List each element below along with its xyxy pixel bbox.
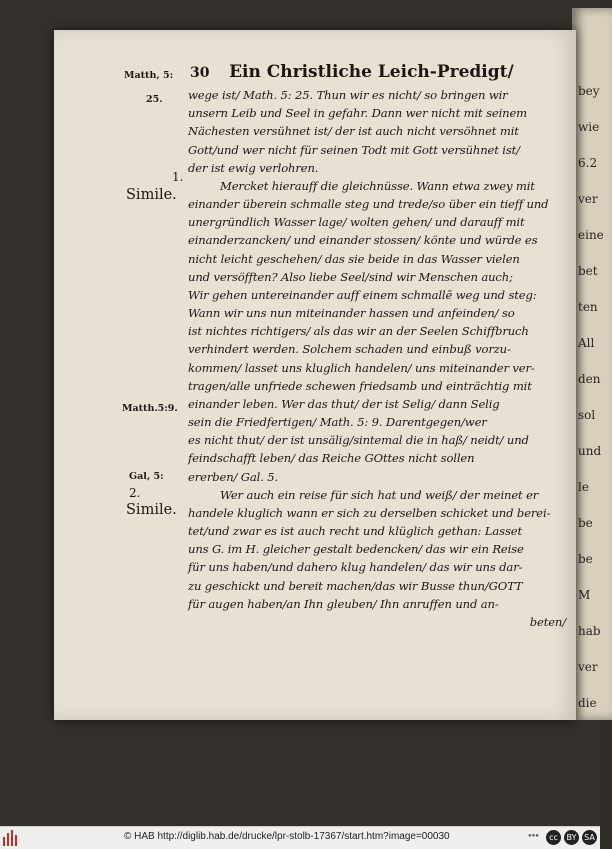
source-link[interactable]: © HAB http://diglib.hab.de/drucke/lpr-stolb-17367/start.htm?image=00030: [124, 831, 450, 842]
facing-page-edge: [572, 8, 612, 720]
text-line: feindschafft leben/ das Reiche GOttes nicht sollen: [188, 451, 475, 466]
facing-page-fragment: M: [578, 588, 591, 602]
text-line: Wann wir uns nun miteinander hassen und anfeinden/ so: [188, 306, 515, 321]
text-line: Mercket hierauff die gleichnüsse. Wann etwa zwey mit: [220, 178, 535, 193]
facing-page-fragment: eine: [578, 228, 604, 242]
text-line: beten/: [529, 614, 566, 629]
body-text: [188, 86, 566, 631]
text-line: kommen/ lasset uns kluglich handelen/ uns miteinander ver-: [188, 360, 535, 375]
text-line: unergründlich Wasser lage/ wolten gehen/ und darauff mit: [188, 215, 525, 230]
facing-page-fragment: und: [578, 444, 602, 458]
facing-page-fragment: All: [578, 336, 595, 350]
text-line: Wir gehen untereinander auff einem schmallē weg und steg:: [188, 287, 537, 302]
cc-license-icon[interactable]: cc: [546, 830, 561, 845]
margin-note: Simile.: [126, 187, 177, 203]
running-head: [190, 62, 514, 82]
text-line: nicht leicht geschehen/ das sie beide in das Wasser vielen: [188, 251, 520, 266]
text-line: handele kluglich wann er sich zu derselben schicket und berei-: [188, 505, 551, 520]
facing-page-fragment: bey: [578, 84, 600, 98]
text-line: der ist ewig verlohren.: [188, 160, 319, 175]
text-line: wege ist/ Math. 5: 25. Thun wir es nicht/ so bringen wir: [188, 88, 508, 102]
pager-dots[interactable]: ●●●: [528, 833, 539, 839]
facing-page-fragment: sol: [578, 408, 596, 422]
viewer-footer: [0, 826, 600, 849]
margin-note: 1.: [172, 170, 184, 184]
text-line: einander überein schmalle steg und trede/so über ein tieff und: [188, 197, 549, 212]
facing-page-fragment: wie: [578, 120, 600, 134]
facing-page-fragment: ver: [578, 192, 598, 206]
facing-page-fragment: hab: [578, 624, 601, 638]
margin-note: 2.: [129, 486, 141, 500]
facing-page-fragment: den: [578, 372, 601, 386]
margin-note: Simile.: [126, 502, 177, 518]
by-license-icon[interactable]: BY: [564, 830, 579, 845]
text-line: einanderzancken/ und einander stossen/ könte und würde es: [188, 233, 538, 248]
page-number: 30: [190, 65, 210, 81]
facing-page-fragment: le: [578, 480, 589, 494]
text-line: zu geschickt und bereit machen/das wir Busse thun/GOTT: [188, 578, 523, 593]
margin-note: Gal, 5:: [129, 471, 164, 482]
facing-page-fragment: ten: [578, 300, 598, 314]
text-line: tragen/alle unfriede schewen friedsamb und einträchtig mit: [188, 378, 532, 393]
margin-note: Matth.5:9.: [122, 403, 178, 414]
facing-page-fragment: die: [578, 696, 597, 710]
text-line: tet/und zwar es ist auch recht und klüglich gethan: Lasset: [188, 524, 522, 539]
margin-note: Matth, 5:: [124, 70, 174, 81]
facing-page-fragment: bet: [578, 264, 598, 278]
sa-license-icon[interactable]: SA: [582, 830, 597, 845]
text-line: für uns haben/und dahero klug handelen/ das wir uns dar-: [188, 560, 523, 575]
text-line: Wer auch ein reise für sich hat und weiß/ der meinet er: [220, 487, 539, 502]
text-line: ererben/ Gal. 5.: [188, 469, 279, 484]
facing-page-fragment: be: [578, 516, 593, 530]
text-line: uns G. im H. gleicher gestalt bedencken/ das wir ein Reise: [188, 542, 524, 557]
text-line: sein die Friedfertigen/ Math. 5: 9. Darentgegen/wer: [188, 415, 487, 430]
margin-note: 25.: [146, 94, 163, 105]
hab-logo-icon: [2, 830, 20, 846]
text-line: unsern Leib und Seel in gefahr. Dann wer nicht mit seinem: [188, 106, 528, 121]
text-line: und versöfften? Also liebe Seel/sind wir Menschen auch;: [188, 269, 513, 284]
text-line: verhindert werden. Solchem schaden und einbuß vorzu-: [188, 342, 511, 357]
running-title: Ein Christliche Leich-Predigt/: [229, 62, 514, 82]
facing-page-fragment: 6.2: [578, 156, 598, 170]
text-line: für augen haben/an Ihn gleuben/ Ihn anruffen und an-: [188, 596, 499, 611]
text-line: Nächesten versühnet ist/ der ist auch nicht versöhnet mit: [188, 124, 519, 139]
text-line: es nicht thut/ der ist unsälig/sintemal die in haß/ neidt/ und: [188, 433, 529, 448]
text-line: Gott/und wer nicht für seinen Todt mit Gott versühnet ist/: [188, 142, 520, 157]
facing-page-fragment: be: [578, 552, 593, 566]
text-line: ist nichtes richtigers/ als das wir an der Seelen Schiffbruch: [188, 324, 529, 339]
text-line: einander leben. Wer das thut/ der ist Selig/ dann Selig: [188, 396, 500, 411]
facing-page-fragment: ver: [578, 660, 598, 674]
